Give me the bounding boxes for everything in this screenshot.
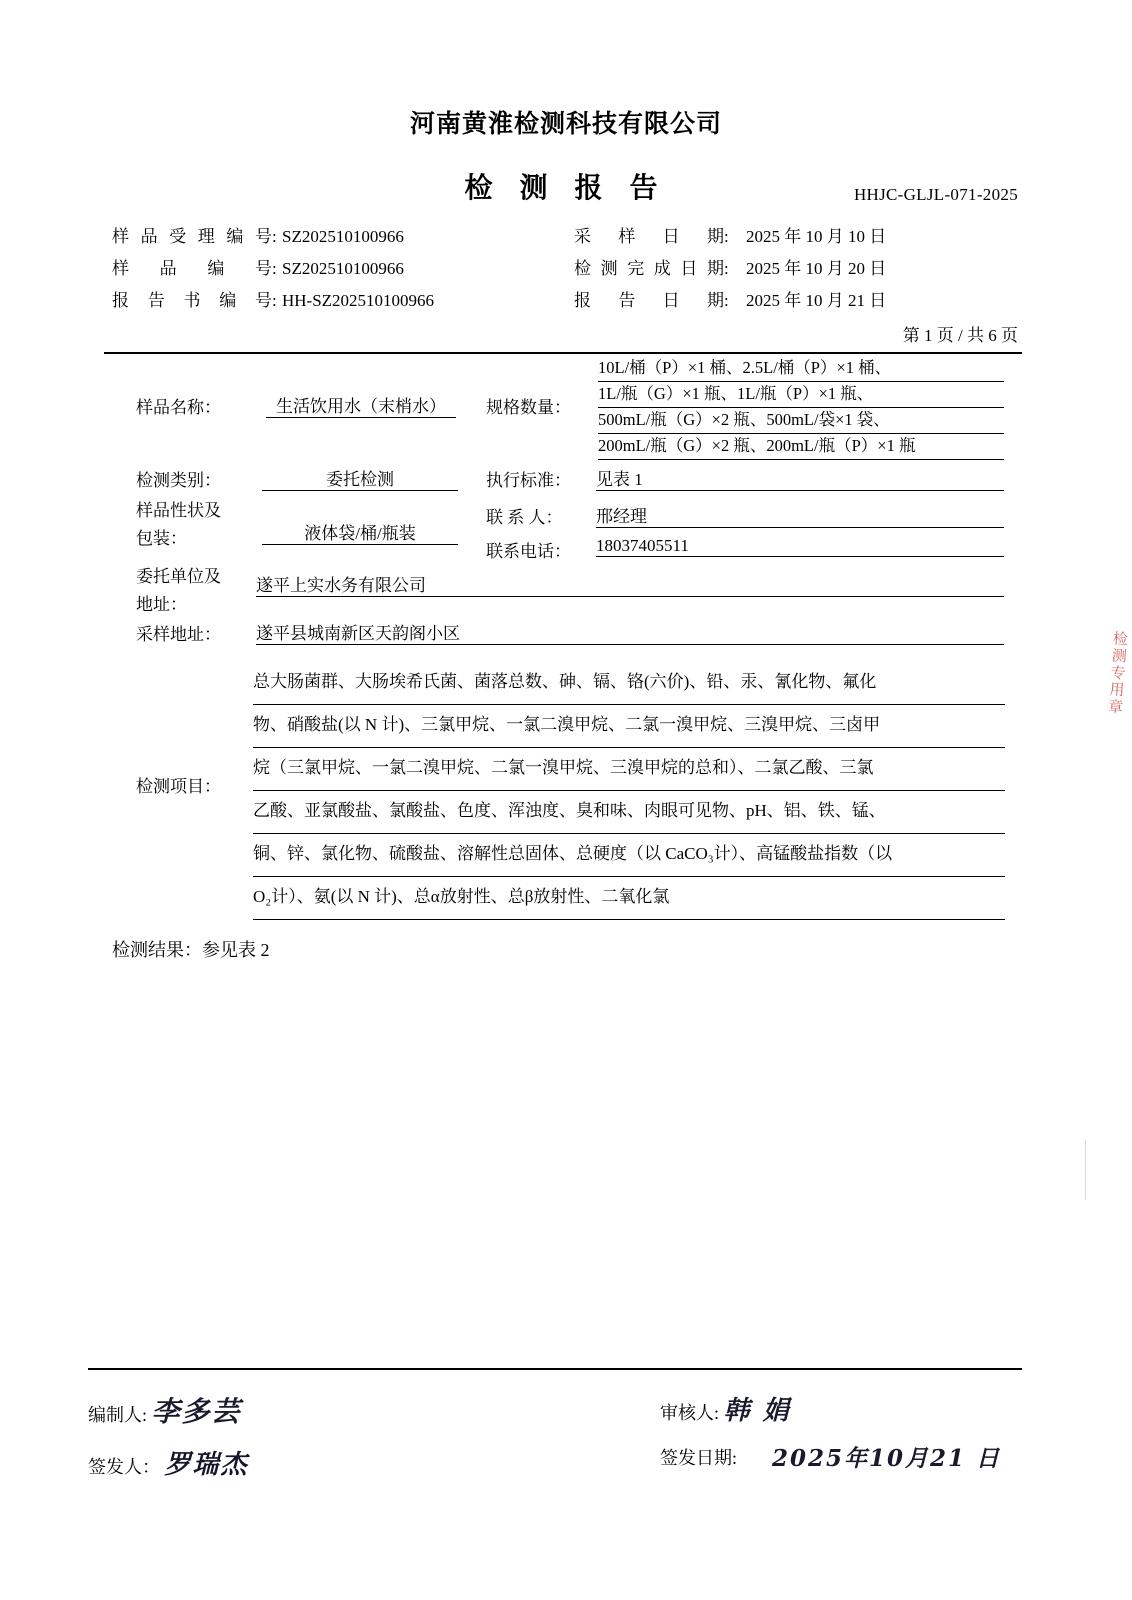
sample-no-value: SZ202510100966	[282, 259, 404, 278]
test-complete-date-value: 2025 年 10 月 20 日	[746, 259, 887, 278]
issuer-signature: 罗瑞杰	[164, 1450, 249, 1480]
spec-quantity-label: 规格数量：	[486, 398, 571, 417]
report-date-group	[574, 286, 986, 311]
contact-person-value: 邢经理	[596, 502, 1004, 528]
sample-accept-no-label: 样品受理编号	[112, 227, 272, 246]
sampling-date-group	[574, 222, 986, 247]
test-items-line: 乙酸、亚氯酸盐、氯酸盐、色度、浑浊度、臭和味、肉眼可见物、pH、铝、铁、锰、	[253, 791, 1005, 834]
test-items-list	[253, 662, 1005, 920]
compiler-row	[88, 1390, 242, 1430]
issue-date-row	[660, 1444, 737, 1470]
bottom-divider	[88, 1368, 1022, 1370]
sampling-date-value: 2025 年 10 月 10 日	[746, 227, 887, 246]
sample-form-value: 液体袋/桶/瓶装	[262, 519, 458, 545]
spec-line: 1L/瓶（G）×1 瓶、1L/瓶（P）×1 瓶、	[598, 381, 1004, 408]
report-no-label: 报 告 书 编 号	[112, 291, 272, 310]
sampling-date-label: 采 样 日 期	[574, 227, 724, 246]
report-code: HHJC-GLJL-071-2025	[853, 185, 1018, 204]
colon: :	[272, 259, 277, 278]
reviewer-signature: 韩 娟	[723, 1396, 791, 1426]
contact-phone-label: 联系电话：	[486, 542, 571, 561]
colon: :	[272, 227, 277, 246]
reviewer-label: 审核人:	[660, 1403, 720, 1423]
report-no-value: HH-SZ202510100966	[282, 291, 435, 310]
test-items-line: 总大肠菌群、大肠埃希氏菌、菌落总数、砷、镉、铬(六价)、铅、汞、氰化物、氟化	[253, 662, 1005, 705]
sample-form-label-line2: 包装：	[136, 529, 187, 548]
test-complete-date-group	[574, 254, 986, 279]
test-items-line: O₂计）、氨(以 N 计)、总α放射性、总β放射性、二氧化氯	[253, 877, 1005, 920]
issue-date-label: 签发日期:	[660, 1448, 738, 1468]
issuer-row	[88, 1444, 249, 1481]
contact-person-label: 联 系 人：	[486, 508, 563, 527]
spec-line: 200mL/瓶（G）×2 瓶、200mL/瓶（P）×1 瓶	[598, 433, 1004, 460]
client-label-line2: 地址：	[136, 595, 187, 614]
test-items-label: 检测项目：	[136, 777, 221, 796]
standard-label: 执行标准：	[486, 471, 571, 490]
issuer-label: 签发人：	[88, 1457, 160, 1477]
sampling-address-label: 采样地址：	[136, 625, 221, 644]
colon: :	[272, 291, 277, 310]
spec-line: 500mL/瓶（G）×2 瓶、500mL/袋×1 袋、	[598, 407, 1004, 434]
report-date-value: 2025 年 10 月 21 日	[746, 291, 887, 310]
test-complete-date-label: 检测完成日期	[574, 259, 724, 278]
page-edge-artifact	[1085, 1140, 1086, 1200]
sample-form-label-line1: 样品性状及	[136, 501, 221, 520]
company-name: 河南黄淮检测科技有限公司	[409, 111, 722, 138]
top-divider	[104, 352, 1022, 354]
contact-phone-value: 18037405511	[596, 536, 1004, 557]
test-items-line: 铜、锌、氯化物、硫酸盐、溶解性总固体、总硬度（以 CaCO₃计）、高锰酸盐指数（以	[253, 834, 1005, 877]
client-value: 遂平上实水务有限公司	[256, 571, 1004, 597]
standard-value: 见表 1	[596, 465, 1004, 491]
colon: :	[724, 227, 729, 246]
header-fields	[112, 222, 1022, 318]
test-category-value: 委托检测	[262, 465, 458, 491]
sample-name-label: 样品名称：	[136, 398, 221, 417]
header-field-row	[112, 286, 1022, 318]
report-date-label: 报 告 日 期	[574, 291, 724, 310]
test-category-label: 检测类别：	[136, 471, 221, 490]
header-field-row	[112, 222, 1022, 254]
sampling-address-value: 遂平县城南新区天韵阁小区	[256, 619, 1004, 645]
page-count: 第 1 页 / 共 6 页	[902, 326, 1018, 345]
issue-date-value: 2025年10月21 日	[772, 1445, 1002, 1472]
sample-name-value: 生活饮用水（末梢水）	[266, 392, 456, 418]
colon: :	[724, 259, 729, 278]
page-title: 检 测 报 告	[464, 173, 668, 204]
red-seal-stamp: 检测专用章	[1105, 630, 1128, 717]
sample-no-label: 样 品 编 号	[112, 259, 272, 278]
compiler-label: 编制人:	[88, 1405, 148, 1425]
test-result-text: 检测结果：参见表 2	[112, 940, 270, 960]
sample-accept-no-value: SZ202510100966	[282, 227, 404, 246]
compiler-signature: 李多芸	[151, 1395, 242, 1428]
header-field-row	[112, 254, 1022, 286]
spec-line: 10L/桶（P）×1 桶、2.5L/桶（P）×1 桶、	[598, 355, 1004, 382]
test-items-line: 物、硝酸盐(以 N 计)、三氯甲烷、一氯二溴甲烷、二氯一溴甲烷、三溴甲烷、三卤甲	[253, 705, 1005, 748]
client-label-line1: 委托单位及	[136, 567, 221, 586]
test-items-line: 烷（三氯甲烷、一氯二溴甲烷、二氯一溴甲烷、三溴甲烷的总和）、二氯乙酸、三氯	[253, 748, 1005, 791]
colon: :	[724, 291, 729, 310]
reviewer-row	[660, 1390, 791, 1427]
